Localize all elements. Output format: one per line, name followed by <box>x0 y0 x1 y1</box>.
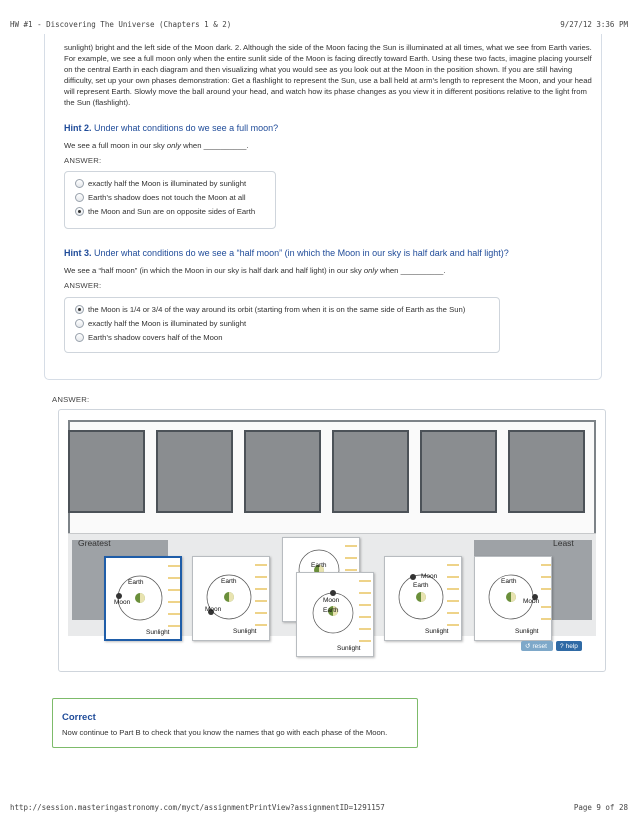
hint-2-prompt-emphasis: only <box>166 141 181 150</box>
hint-3-prompt-emphasis: only <box>363 266 378 275</box>
hint-2-option-1[interactable] <box>75 179 246 188</box>
hint-2-prompt-before: We see a full moon in our sky <box>64 141 167 150</box>
hint-3-question: Under what conditions do we see a “half moon” (in which the Moon in our sky is half dark and half light)? <box>94 248 509 258</box>
earth-label: Earth <box>501 578 517 585</box>
moon-label: Moon <box>323 597 340 604</box>
option-label: exactly half the Moon is illuminated by sunlight <box>88 179 247 188</box>
correct-feedback-box <box>52 698 418 748</box>
hint-3-prompt <box>64 266 445 275</box>
phase-card-5[interactable] <box>384 556 462 641</box>
hint-2-prompt-after: when __________. <box>180 141 249 150</box>
radio-button[interactable] <box>75 333 84 342</box>
hint-2-title[interactable] <box>64 123 278 133</box>
hint-3-title[interactable] <box>64 248 509 258</box>
sunlight-label: Sunlight <box>425 628 449 635</box>
radio-button[interactable] <box>75 319 84 328</box>
hint-3-label: Hint 3. <box>64 248 92 258</box>
earth-label: Earth <box>128 579 144 586</box>
hint-3-answer-box <box>64 297 500 353</box>
hint-2-answer-box <box>64 171 276 229</box>
sunlight-label: Sunlight <box>337 645 361 652</box>
phase-diagram <box>193 557 271 642</box>
help-label: help <box>565 642 578 650</box>
hint-2-answer-label: ANSWER: <box>64 156 102 165</box>
hint-1-text: sunlight) bright and the left side of the Moon dark. 2. Although the side of the Moon facing the Sun is illuminated at all times, what we see from Earth varies. For example, we see a full moon only when the entire sunlit side of the Moon is facing directly toward Earth. Using these two facts, imagine placing yourself on the central Earth in each diagram and then visualizing what you would see as you look out at the Moon in the position shown. If you are still having difficulty, set up your own phases demonstration: Get a flashlight to represent the Sun, use a ball held at arm’s length to represent the Moon, and your head will represent Earth. Slowly move the ball around your head, and watch how its phase changes as you view it in different positions relative to the light from the Sun (flashlight). <box>64 43 592 107</box>
phase-diagram <box>297 573 375 658</box>
hint-3-answer-label: ANSWER: <box>64 281 102 290</box>
hint-3-option-1[interactable] <box>75 305 465 314</box>
answer-label: ANSWER: <box>52 395 90 404</box>
ranking-slot-3[interactable] <box>244 430 321 513</box>
ranking-slot-2[interactable] <box>156 430 233 513</box>
print-url: http://session.masteringastronomy.com/myct/assignmentPrintView?assignmentID=1291157 <box>10 803 385 812</box>
correct-title: Correct <box>62 712 96 723</box>
sunlight-label: Sunlight <box>233 628 257 635</box>
print-title: HW #1 - Discovering The Universe (Chapters 1 & 2) <box>10 20 232 29</box>
hint-3-option-3[interactable] <box>75 333 222 342</box>
page-number: Page 9 of 28 <box>573 803 628 812</box>
help-icon: ? <box>560 642 564 650</box>
ranking-slot-4[interactable] <box>332 430 409 513</box>
reset-label: reset <box>532 642 547 650</box>
hint-2-label: Hint 2. <box>64 123 92 133</box>
print-datetime: 9/27/12 3:36 PM <box>560 20 628 29</box>
print-header <box>10 20 628 29</box>
print-footer <box>10 803 628 812</box>
radio-button[interactable] <box>75 193 84 202</box>
ranking-slot-6[interactable] <box>508 430 585 513</box>
reset-button[interactable] <box>521 641 553 651</box>
phase-diagram <box>385 557 463 642</box>
phase-card-4[interactable] <box>296 572 374 657</box>
phase-card-6[interactable] <box>474 556 552 641</box>
phase-card-2[interactable] <box>192 556 270 641</box>
hint-3-prompt-before: We see a “half moon” (in which the Moon in our sky is half dark and half light) in our sky <box>64 266 364 275</box>
phase-diagram <box>475 557 553 642</box>
earth-label: Earth <box>221 578 237 585</box>
hint-3-option-2[interactable] <box>75 319 246 328</box>
option-label: the Moon is 1/4 or 3/4 of the way around its orbit (starting from when it is on the same side of Earth as the Sun) <box>88 305 466 314</box>
greatest-label: Greatest <box>78 538 111 548</box>
ranking-slot-1[interactable] <box>68 430 145 513</box>
moon-label: Moon <box>421 573 438 580</box>
option-label: exactly half the Moon is illuminated by sunlight <box>88 319 247 328</box>
option-label: Earth’s shadow covers half of the Moon <box>88 333 223 342</box>
radio-button-selected[interactable] <box>75 207 84 216</box>
sunlight-label: Sunlight <box>146 629 170 636</box>
help-button[interactable] <box>556 641 582 651</box>
hint-2-option-3[interactable] <box>75 207 255 216</box>
ranking-slot-5[interactable] <box>420 430 497 513</box>
correct-message: Now continue to Part B to check that you know the names that go with each phase of the Moon. <box>62 728 388 737</box>
earth-label: Earth <box>323 607 339 614</box>
phase-card-1[interactable] <box>104 556 182 641</box>
least-label: Least <box>553 538 574 548</box>
moon-label: Moon <box>205 606 222 613</box>
hint-2-option-2[interactable] <box>75 193 246 202</box>
moon-label: Moon <box>523 598 540 605</box>
hint-2-prompt <box>64 141 249 150</box>
hint-2-question: Under what conditions do we see a full moon? <box>94 123 279 133</box>
sunlight-label: Sunlight <box>515 628 539 635</box>
option-label: the Moon and Sun are on opposite sides of Earth <box>88 207 256 216</box>
hint-3-prompt-after: when __________. <box>377 266 446 275</box>
reset-icon: ↺ <box>525 643 531 650</box>
option-label: Earth’s shadow does not touch the Moon at all <box>88 193 246 202</box>
radio-button[interactable] <box>75 179 84 188</box>
earth-label: Earth <box>311 562 327 569</box>
earth-label: Earth <box>413 582 429 589</box>
moon-label: Moon <box>114 599 131 606</box>
radio-button-selected[interactable] <box>75 305 84 314</box>
